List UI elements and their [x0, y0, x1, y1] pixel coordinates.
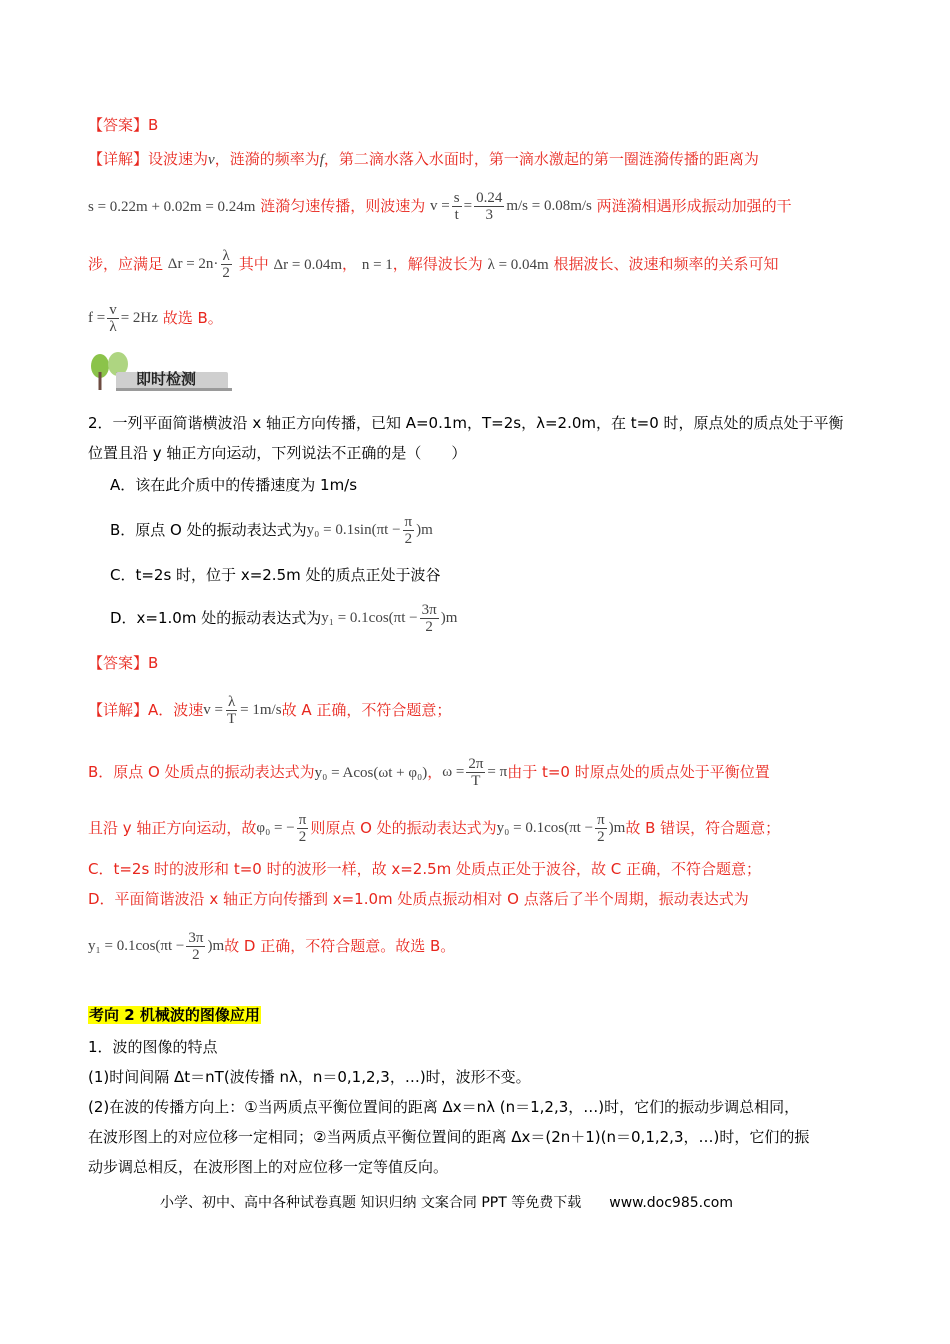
section2-p5: 动步调总相反，在波形图上的对应位移一定等值反向。 [88, 1158, 449, 1176]
detail-line-2: s = 0.22m + 0.02m = 0.24m 涟漪匀速传播，则波速为 v = $\frac{s}{t}$ = $\frac{0.24}{3}$ m/s = 0.08m/s 两涟漪相遇形成振动加强的干 [88, 190, 792, 223]
formula-f: f = $\frac{v}{\lambda}$ = 2Hz [88, 302, 158, 335]
q2-stem-line-1: 2．一列平面简谐横波沿 x 轴正方向传播，已知 A=0.1m，T=2s，λ=2.0m，在 t=0 时，原点处的质点处于平衡 [88, 414, 844, 432]
formula-v: v = $\frac{s}{t}$ = $\frac{0.24}{3}$ m/s = 0.08m/s [430, 190, 592, 223]
q2-option-d: D．x=1.0m 处的振动表达式为y₁ = 0.1cos(πt − $\frac{3\pi}{2}$ )m [110, 602, 458, 635]
q2-option-a: A．该在此介质中的传播速度为 1m/s [110, 476, 358, 494]
q2-stem-line-2: 位置且沿 y 轴正方向运动，下列说法不正确的是（ ） [88, 444, 467, 462]
section2-p3: (2)在波的传播方向上：①当两质点平衡位置间的距离 Δx＝nλ (n＝1,2,3，…)时，它们的振动步调总相同， [88, 1098, 800, 1116]
section2-p2: (1)时间间隔 Δt＝nT(波传播 nλ，n＝0,1,2,3，…)时，波形不变。 [88, 1068, 531, 1086]
badge-label: 即时检测 [136, 370, 197, 388]
a2-line-c: C．t=2s 时的波形和 t=0 时的波形一样，故 x=2.5m 处质点正处于波谷，故 C 正确，不符合题意； [88, 860, 762, 878]
footer-url[interactable]: www.doc985.com [609, 1195, 733, 1211]
a2-line-d2: y₁ = 0.1cos(πt − $\frac{3\pi}{2}$ )m故 D 正确，不符合题意。故选 B。 [88, 930, 456, 963]
section-heading: 考向 2 机械波的图像应用 [89, 1006, 260, 1024]
detail-line-1: 【详解】设波速为v，涟漪的频率为f，第二滴水落入水面时，第一滴水激起的第一圈涟漪传播的距离为 [88, 150, 759, 168]
a2-line-d1: D．平面简谐波沿 x 轴正方向传播到 x=1.0m 处质点振动相对 O 点落后了半个周期，振动表达式为 [88, 890, 749, 908]
detail-label: 【详解】 [88, 150, 149, 168]
instant-check-badge [88, 352, 232, 392]
q2-answer-label: 【答案】B [88, 654, 159, 672]
q2-option-b: B．原点 O 处的振动表达式为y₀ = 0.1sin(πt − $\frac{\pi}{2}$ )m [110, 514, 433, 547]
section2-p4: 在波形图上的对应位移一定相同；②当两质点平衡位置间的距离 Δx＝(2n＋1)(n＝0,1,2,3，…)时，它们的振 [88, 1128, 810, 1146]
footer-text: 小学、初中、高中各种试卷真题 知识归纳 文案合同 PPT 等免费下载 [160, 1195, 582, 1211]
detail-line-4: f = $\frac{v}{\lambda}$ = 2Hz 故选 B。 [88, 302, 223, 335]
q2-option-c: C．t=2s 时，位于 x=2.5m 处的质点正处于波谷 [110, 566, 441, 584]
formula-dr: Δr = 2n· $\frac{\lambda}{2}$ [167, 248, 230, 281]
page-footer [160, 1192, 733, 1212]
section2-p1: 1．波的图像的特点 [88, 1038, 218, 1056]
answer-label: 【答案】B [88, 116, 159, 134]
a2-line-b2: 且沿 y 轴正方向运动，故φ₀ = − $\frac{\pi}{2}$ 则原点 O 处的振动表达式为y₀ = 0.1cos(πt − $\frac{\pi}{2}$ )m故 B 错误，符合题意； [88, 812, 781, 845]
a2-line-a: 【详解】A．波速v = $\frac{\lambda}{T}$ = 1m/s故 A 正确，不符合题意； [88, 694, 452, 727]
a2-line-b1: B．原点 O 处质点的振动表达式为y₀ = Acos(ωt + φ₀)，ω = $\frac{2\pi}{T}$ = π由于 t=0 时原点处的质点处于平衡位置 [88, 756, 770, 789]
detail-line-3: 涉，应满足 Δr = 2n· $\frac{\lambda}{2}$ 其中 Δr = 0.04m， n = 1，解得波长为 λ = 0.04m 根据波长、波速和频率的关系可知 [88, 248, 779, 281]
formula-s: s = 0.22m + 0.02m = 0.24m [88, 198, 256, 215]
